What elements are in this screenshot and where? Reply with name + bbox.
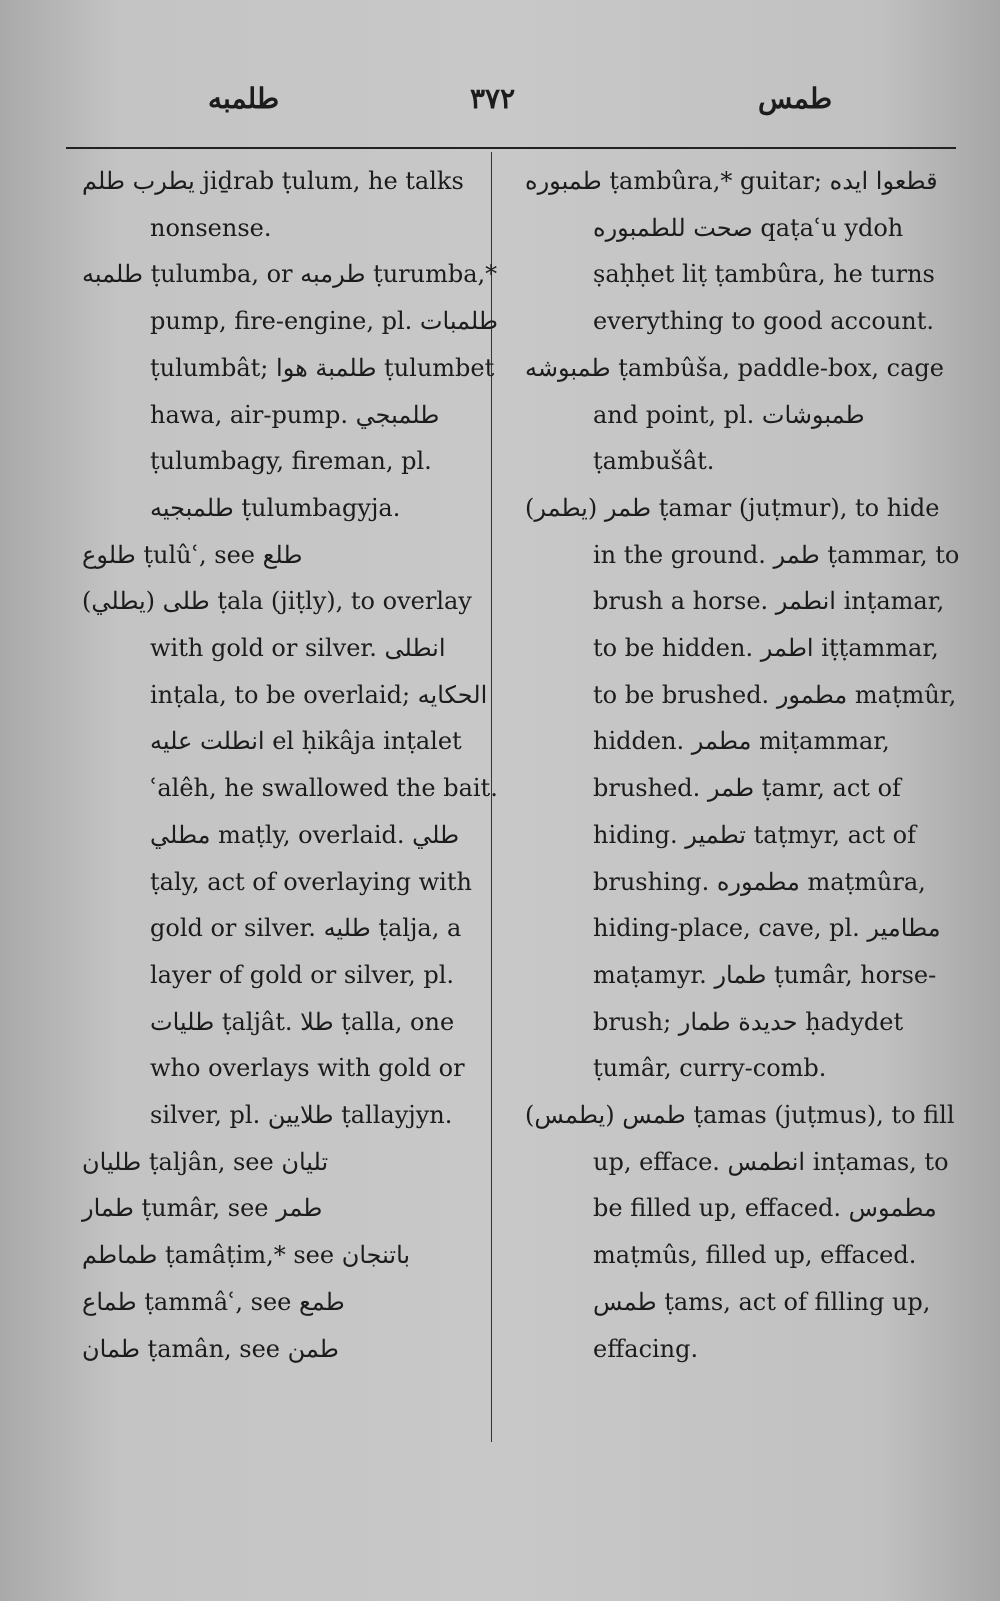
entry-tamma: طماع ṭammâʿ, see طمع [82,1287,345,1316]
entry-tulumba: طلمبه ṭulumba, or طرمبه ṭurumba,* pump, fire-engine, pl. طلمبات ṭulumbât; طلمبة هوا ṭulumbet hawa, air-pump. طلمبجي ṭulumbagy, fireman, pl. طلمبجیه ṭulumbagyja. [82,260,498,522]
entry-tamatim: طماطم ṭamâṭim,* see باتنجان [82,1241,411,1270]
entry-taman: طمان ṭamân, see طمن [82,1334,339,1363]
header-right-word: طمس [758,82,833,115]
entry-tulu: طلوع ṭulûʿ, see طلع [82,540,303,569]
entry-tambura: طمبوره ṭambûra,* guitar; قطعوا ایده صحت للطمبوره qaṭaʿu ydoh ṣaḥḥet liṭ ṭambûra, he turns everything to good account. [525,167,938,336]
right-column [525,158,963,1372]
entry-tala: طلی (یطلي) ṭala (jiṭly), to overlay with gold or silver. انطلی inṭala, to be overlaid; الحکایه انطلت علیه el ḥikâja inṭalet ʿalêh, he swallowed the bait. مطلي maṭly, overlaid. طلي ṭaly, act of overlaying with gold or silver. طلیه ṭalja, a layer of gold or silver, pl. طلیات ṭaljât. طلا ṭalla, one who overlays with gold or silver, pl. طلایین ṭallayjyn. [82,587,498,1130]
left-column [82,158,500,1372]
entry-tamar: طمر (یطمر) ṭamar (juṭmur), to hide in the ground. طمر ṭammar, to brush a horse. انطمر inṭamar, to be hidden. اطمر iṭṭammar, to be brushed. مطمور maṭmûr, hidden. مطمر miṭammar, brushed. طمر ṭamr, act of hiding. تطمیر taṭmyr, act of brushing. مطموره maṭmûra, hiding-place, cave, pl. مطامیر maṭamyr. طمار ṭumâr, horse-brush; حدیدة طمار ḥadydet ṭumâr, curry-comb. [525,493,960,1083]
entry-jidrab-tulum: یطرب طلم jiḏrab ṭulum, he talks nonsense. [82,167,464,242]
header-left-word: طلمبه [208,82,280,115]
entry-tamas: طمس (یطمس) ṭamas (juṭmus), to fill up, efface. انطمس inṭamas, to be filled up, effaced. مطموس maṭmûs, filled up, effaced. طمس ṭams, act of filling up, effacing. [525,1101,955,1363]
header-rule [66,147,956,149]
entry-tumar: طمار ṭumâr, see طمر [82,1194,323,1223]
page-number: ٣٧٢ [470,82,516,115]
entry-tambusa: طمبوشه ṭambûša, paddle-box, cage and point, pl. طمبوشات ṭambušât. [525,353,944,476]
entry-taljan: طلیان ṭaljân, see تلیان [82,1147,329,1176]
